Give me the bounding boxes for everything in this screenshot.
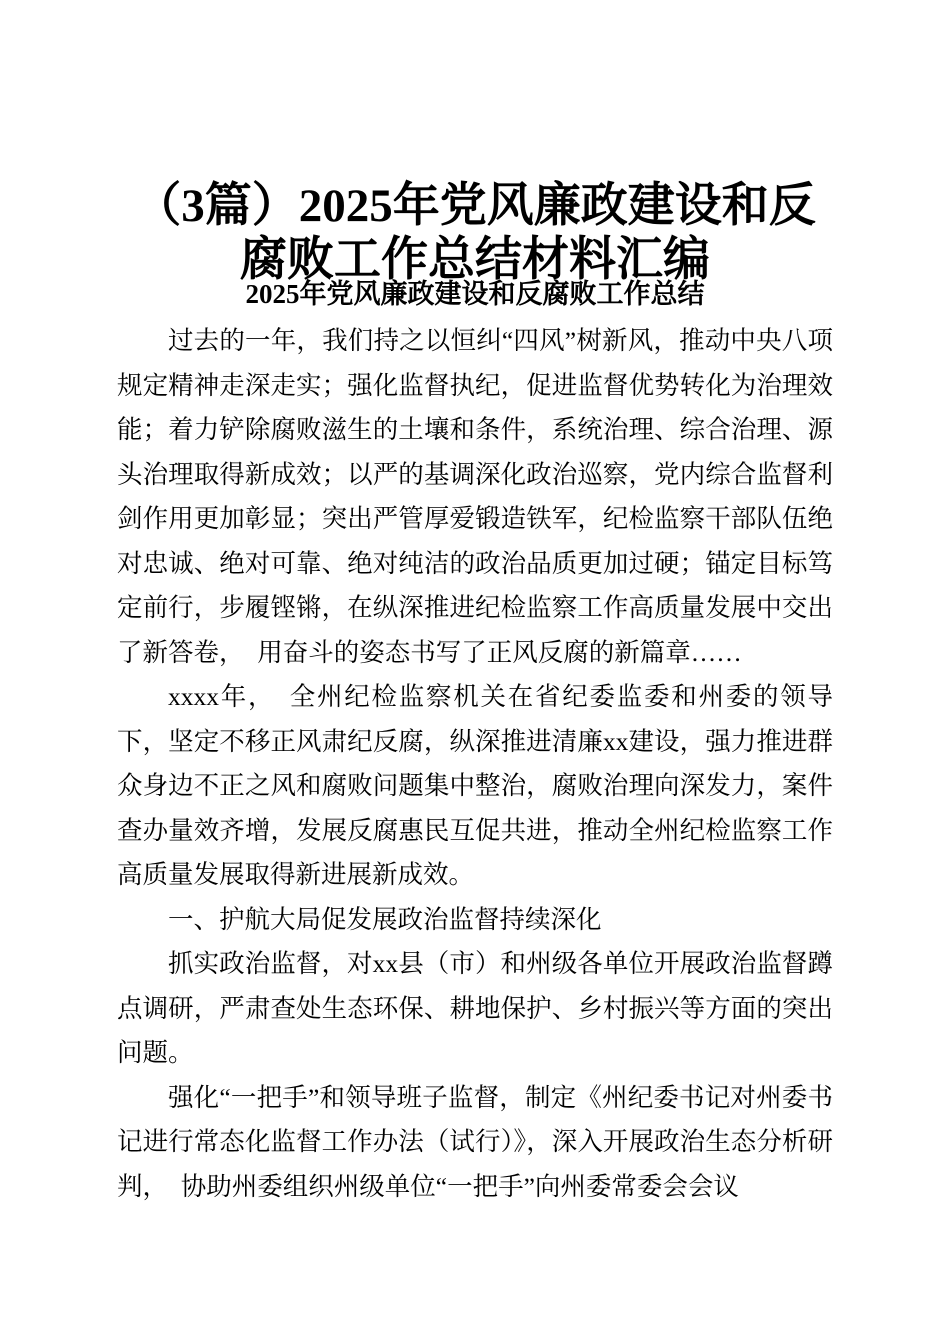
paragraph-intro: 过去的一年，我们持之以恒纠“四风”树新风，推动中央八项规定精神走深走实；强化监督执纪，促进监督优势转化为治理效能；着力铲除腐败滋生的土壤和条件，系统治理、综合治理、源头治理取得新成效；以严的基调深化政治巡察，党内综合监督利剑作用更加彰显；突出严管厚爱锻造铁军，纪检监察干部队伍绝对忠诚、绝对可靠、绝对纯洁的政治品质更加过硬；锚定目标笃定前行，步履铿锵，在纵深推进纪检监察工作高质量发展中交出了新答卷， 用奋斗的姿态书写了正风反腐的新篇章…… (117, 326, 833, 667)
document-content (117, 179, 833, 1209)
section-heading-1: 一、护航大局促发展政治监督持续深化 (168, 904, 602, 934)
paragraph-overview: xxxx年， 全州纪检监察机关在省纪委监委和州委的领导下，坚定不移正风肃纪反腐，纵深推进清廉xx建设，强力推进群众身边不正之风和腐败问题集中整治，腐败治理向深发力，案件查办量效齐增，发展反腐惠民互促共进，推动全州纪检监察工作高质量发展取得新进展新成效。 (117, 682, 833, 889)
document-subtitle: 2025年党风廉政建设和反腐败工作总结 (245, 279, 705, 309)
document-body (117, 319, 833, 1209)
document-title: （3篇）2025年党风廉政建设和反腐败工作总结材料汇编 (134, 180, 816, 286)
paragraph-leadership-supervision: 强化“一把手”和领导班子监督，制定《州纪委书记对州委书记进行常态化监督工作办法（试行）》，深入开展政治生态分析研判， 协助州委组织州级单位“一把手”向州委常委会会议 (117, 1082, 833, 1201)
paragraph-political-supervision: 抓实政治监督，对xx县（市）和州级各单位开展政治监督蹲点调研，严肃查处生态环保、耕地保护、乡村振兴等方面的突出问题。 (117, 949, 833, 1067)
